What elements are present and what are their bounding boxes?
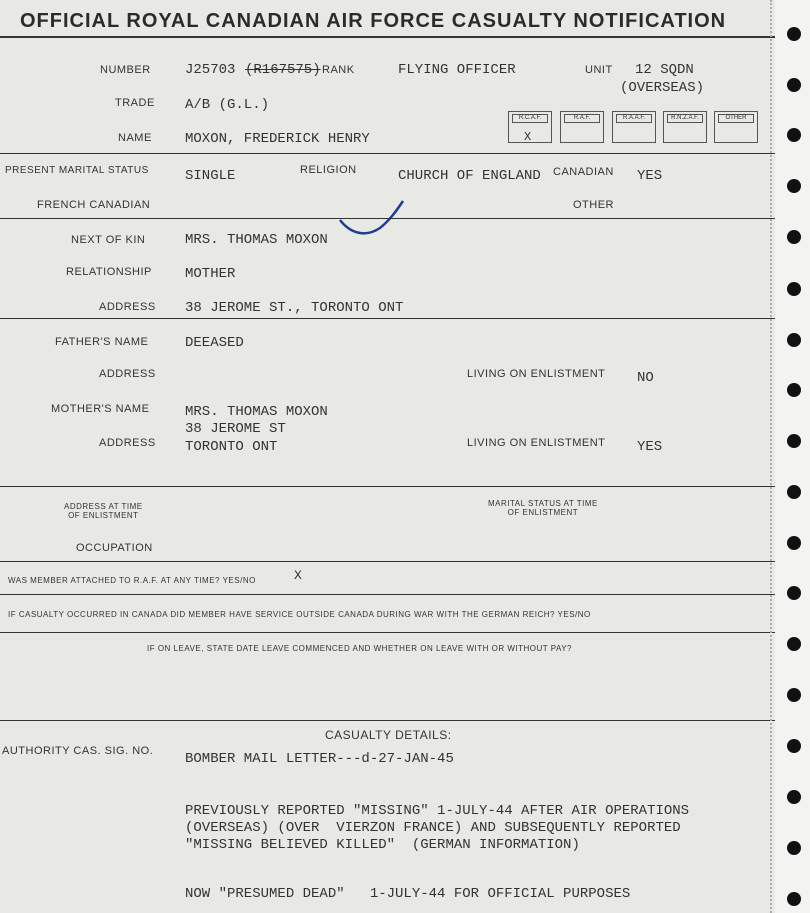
value-mother-3: TORONTO ONT [185,439,278,455]
label-number: NUMBER [100,64,151,76]
divider [0,153,775,154]
box-label: R.C.A.F. [512,114,548,123]
label-authority: AUTHORITY CAS. SIG. NO. [2,745,154,757]
casualty-detail-2: (OVERSEAS) (OVER VIERZON FRANCE) AND SUBSEQUENTLY REPORTED [185,820,681,836]
label-canada-question: IF CASUALTY OCCURRED IN CANADA DID MEMBER HAVE SERVICE OUTSIDE CANADA DURING WAR WITH THE GERMAN REICH? YES/NO [8,610,591,619]
value-address: 38 JEROME ST., TORONTO ONT [185,300,404,316]
feed-hole [787,790,801,804]
label-mother: MOTHER'S NAME [51,403,150,415]
feed-hole [787,739,801,753]
perforation-line [770,0,772,913]
feed-hole [787,841,801,855]
feed-hole [787,536,801,550]
feed-hole [787,637,801,651]
label-unit: UNIT [585,64,613,76]
box-label: OTHER [718,114,754,123]
feed-hole [787,27,801,41]
value-rank: FLYING OFFICER [398,62,516,78]
box-label: R.N.Z.A.F. [667,114,703,123]
label-raf-question: WAS MEMBER ATTACHED TO R.A.F. AT ANY TIME? YES/NO [8,576,256,585]
label-rank: RANK [322,64,355,76]
value-father: DEEASED [185,335,244,351]
label-casualty: CASUALTY DETAILS: [325,728,452,742]
label-living-1: LIVING ON ENLISTMENT [467,368,606,380]
casualty-detail-3: "MISSING BELIEVED KILLED" (GERMAN INFORMATION) [185,837,580,853]
check-mark-icon [335,198,410,243]
label-relationship: RELATIONSHIP [66,266,152,278]
value-living-2: YES [637,439,663,455]
label-occupation: OCCUPATION [76,542,153,554]
value-relationship: MOTHER [185,266,236,282]
feed-hole [787,282,801,296]
divider [0,632,775,633]
value-living-1: NO [637,370,654,386]
value-religion: CHURCH OF ENGLAND [398,168,541,184]
box-label: R.A.A.F. [616,114,652,123]
value-mother-2: 38 JEROME ST [185,421,286,437]
label-marital: PRESENT MARITAL STATUS [5,165,149,176]
label-living-2: LIVING ON ENLISTMENT [467,437,606,449]
label-leave-question: IF ON LEAVE, STATE DATE LEAVE COMMENCED AND WHETHER ON LEAVE WITH OR WITHOUT PAY? [147,644,572,653]
divider [0,594,775,595]
form-title: OFFICIAL ROYAL CANADIAN AIR FORCE CASUALTY NOTIFICATION [20,10,727,32]
value-raf-mark: X [294,568,302,583]
label-mother-address: ADDRESS [99,437,156,449]
value-marital: SINGLE [185,168,236,184]
value-name: MOXON, FREDERICK HENRY [185,131,370,147]
service-box-raf [560,111,604,143]
divider [0,218,775,219]
value-old-number: (R167575) [245,62,321,78]
feed-hole [787,688,801,702]
label-trade: TRADE [115,97,155,109]
label-address-enlist: ADDRESS AT TIME OF ENLISTMENT [64,502,143,520]
label-name: NAME [118,132,152,144]
casualty-detail-1: PREVIOUSLY REPORTED "MISSING" 1-JULY-44 AFTER AIR OPERATIONS [185,803,690,819]
tractor-feed-strip [775,0,810,913]
feed-hole [787,128,801,142]
service-box-rnzaf [663,111,707,143]
feed-hole [787,892,801,906]
feed-hole [787,485,801,499]
divider [0,720,775,721]
value-next-of-kin: MRS. THOMAS MOXON [185,232,328,248]
feed-hole [787,383,801,397]
divider [0,561,775,562]
label-father: FATHER'S NAME [55,336,149,348]
label-father-address: ADDRESS [99,368,156,380]
feed-hole [787,333,801,347]
box-mark: X [524,130,532,144]
casualty-detail-4: NOW "PRESUMED DEAD" 1-JULY-44 FOR OFFICIAL PURPOSES [185,886,631,902]
feed-hole [787,179,801,193]
feed-hole [787,586,801,600]
label-religion: RELIGION [300,164,357,176]
box-label: R.A.F. [564,114,600,123]
value-unit-2: (OVERSEAS) [620,80,705,96]
service-box-raaf [612,111,656,143]
divider [0,36,775,38]
divider [0,318,775,319]
service-box-other [714,111,758,143]
label-other: OTHER [573,199,614,211]
label-french: FRENCH CANADIAN [37,199,151,211]
divider [0,486,775,487]
value-unit: 12 SQDN [635,62,694,78]
feed-hole [787,78,801,92]
feed-hole [787,434,801,448]
value-canadian: YES [637,168,663,184]
value-trade: A/B (G.L.) [185,97,270,113]
label-canadian: CANADIAN [553,166,614,178]
label-address: ADDRESS [99,301,156,313]
value-authority: BOMBER MAIL LETTER---d-27-JAN-45 [185,751,454,767]
value-number: J25703 [185,62,236,78]
label-marital-enlist: MARITAL STATUS AT TIME OF ENLISTMENT [488,499,598,517]
value-mother-1: MRS. THOMAS MOXON [185,404,328,420]
feed-hole [787,230,801,244]
label-next-of-kin: NEXT OF KIN [71,234,146,246]
